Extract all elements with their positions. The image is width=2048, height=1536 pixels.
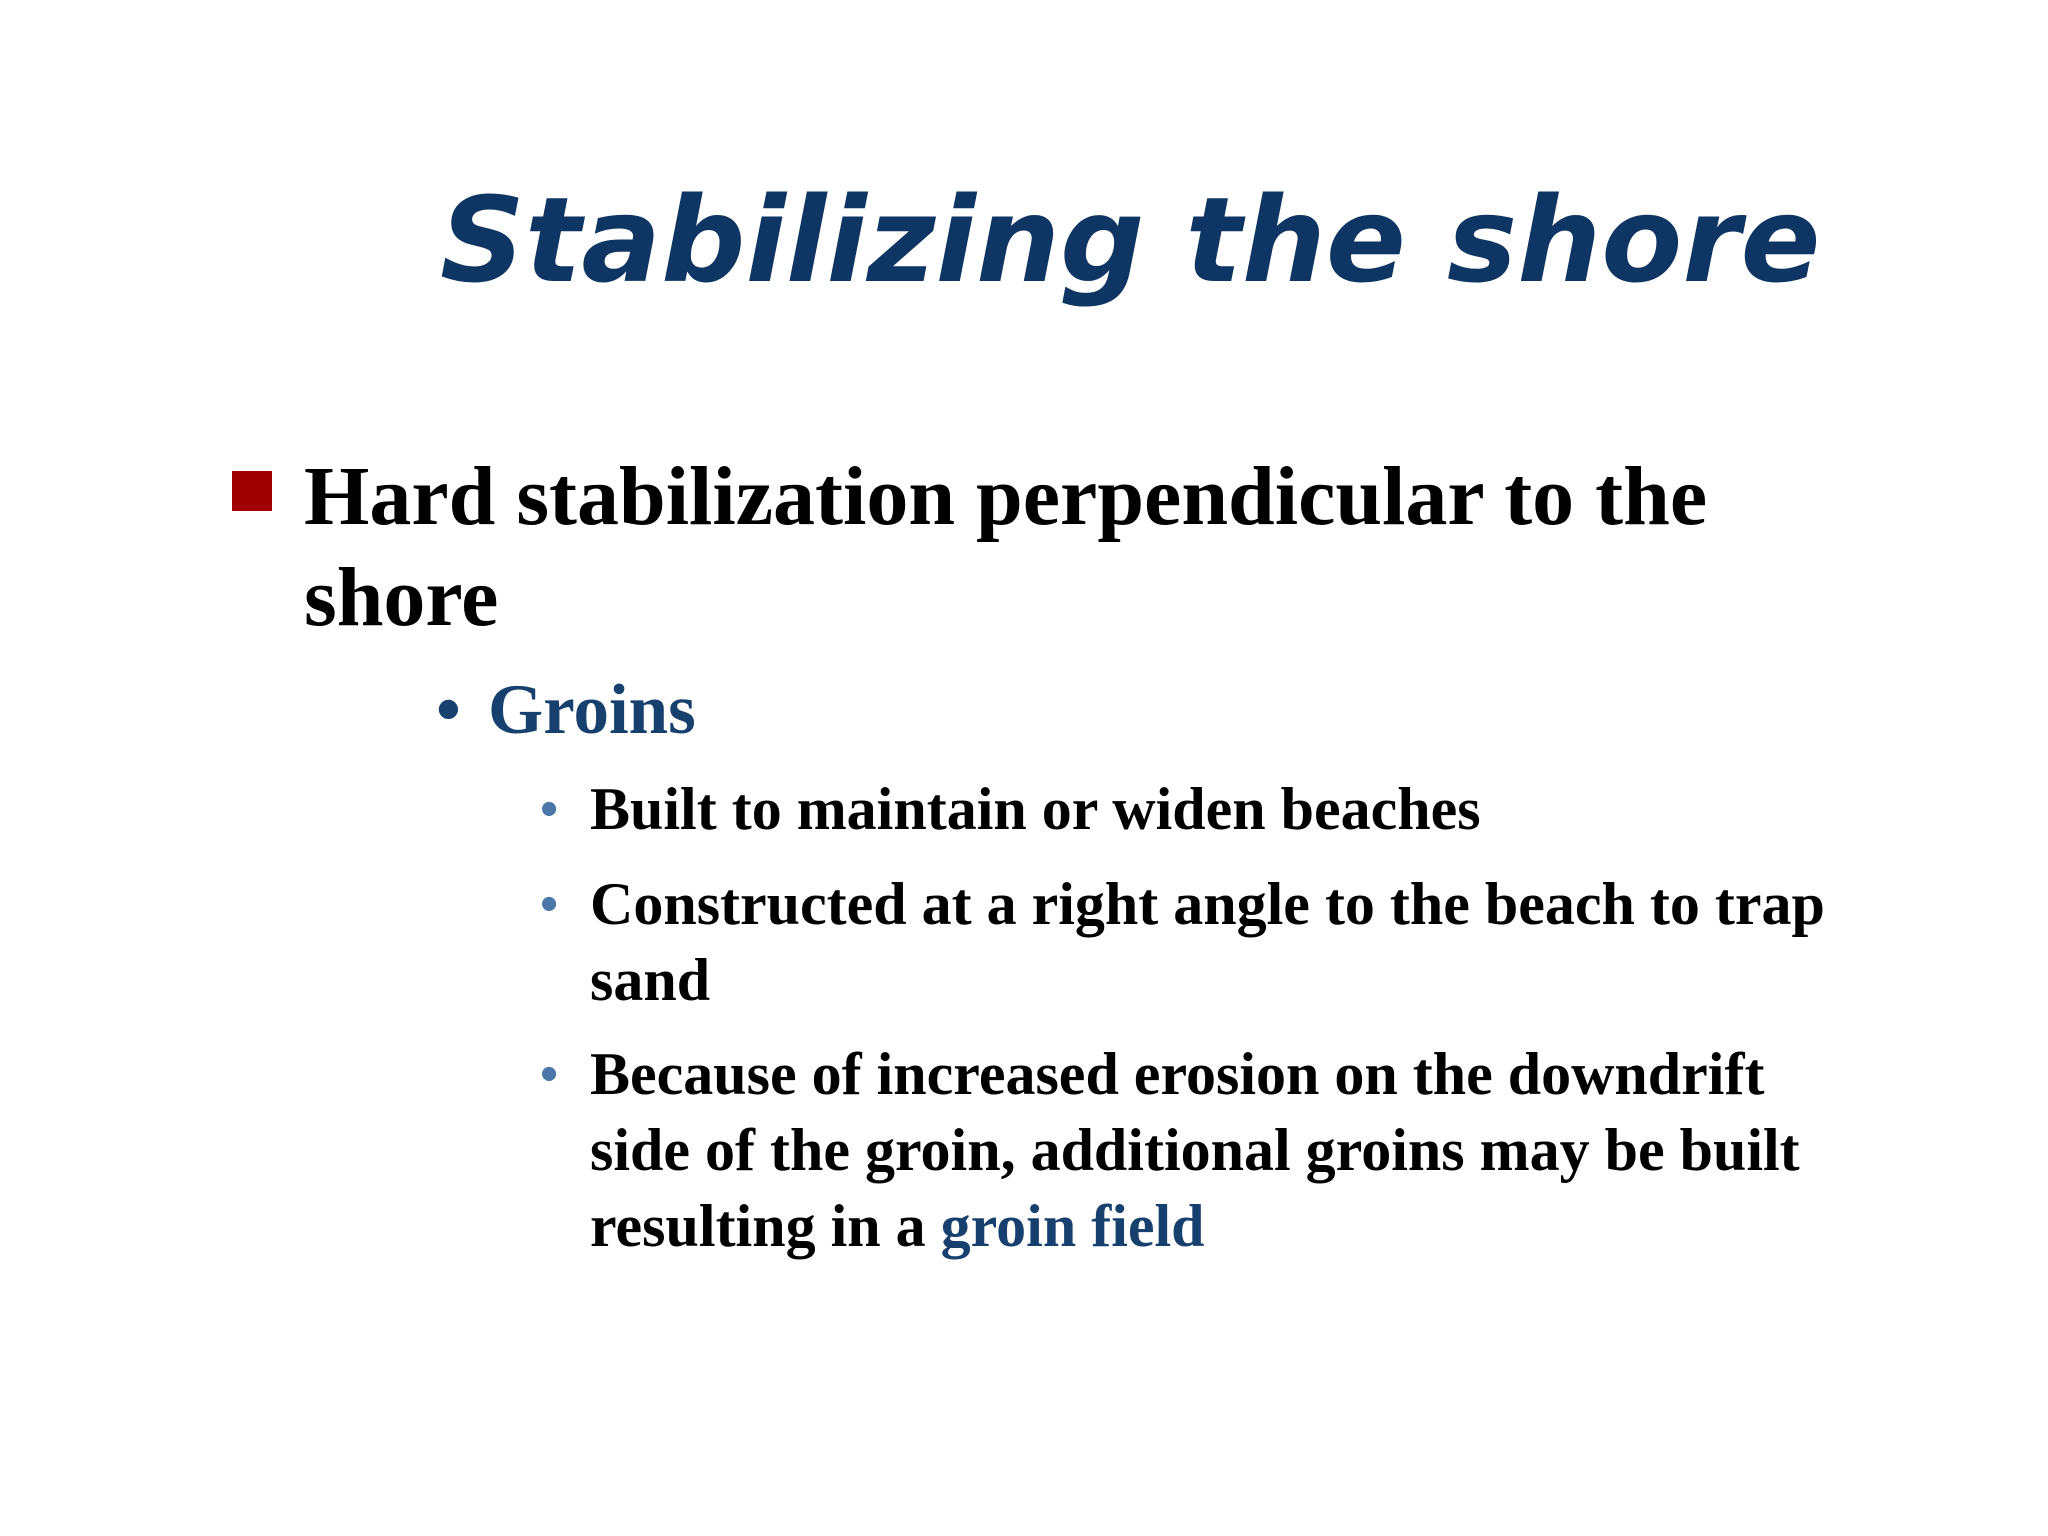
level3-bullet-icon: • [540, 780, 559, 838]
level3-item3-line3 [590, 1188, 2030, 1264]
level3-bullet-icon: • [540, 875, 559, 933]
level3-item2-line1: Constructed at a right angle to the beach to trap [590, 871, 1825, 937]
square-bullet-icon [232, 471, 272, 511]
level3-item2-line2: sand [590, 947, 711, 1013]
level3-item-because [590, 1036, 2030, 1264]
level3-item3-line3-prefix: resulting in a [590, 1193, 941, 1259]
level1-text [304, 446, 1864, 648]
groin-field-highlight: groin field [940, 1193, 1205, 1259]
level2-bullet-icon: • [436, 671, 461, 749]
slide-title: Stabilizing the shore [440, 171, 1821, 309]
level3-bullet-icon: • [540, 1045, 559, 1103]
level3-item-built [590, 771, 2030, 847]
level2-text: Groins [488, 671, 696, 749]
level1-line2: shore [304, 551, 499, 644]
level3-item3-line2: side of the groin, additional groins may be built [590, 1117, 1800, 1183]
level3-item3-line1: Because of increased erosion on the downdrift [590, 1041, 1765, 1107]
level1-line1: Hard stabilization perpendicular to the [304, 450, 1708, 543]
level3-item-constructed [590, 866, 2030, 1018]
level3-item1-line1: Built to maintain or widen beaches [590, 776, 1481, 842]
